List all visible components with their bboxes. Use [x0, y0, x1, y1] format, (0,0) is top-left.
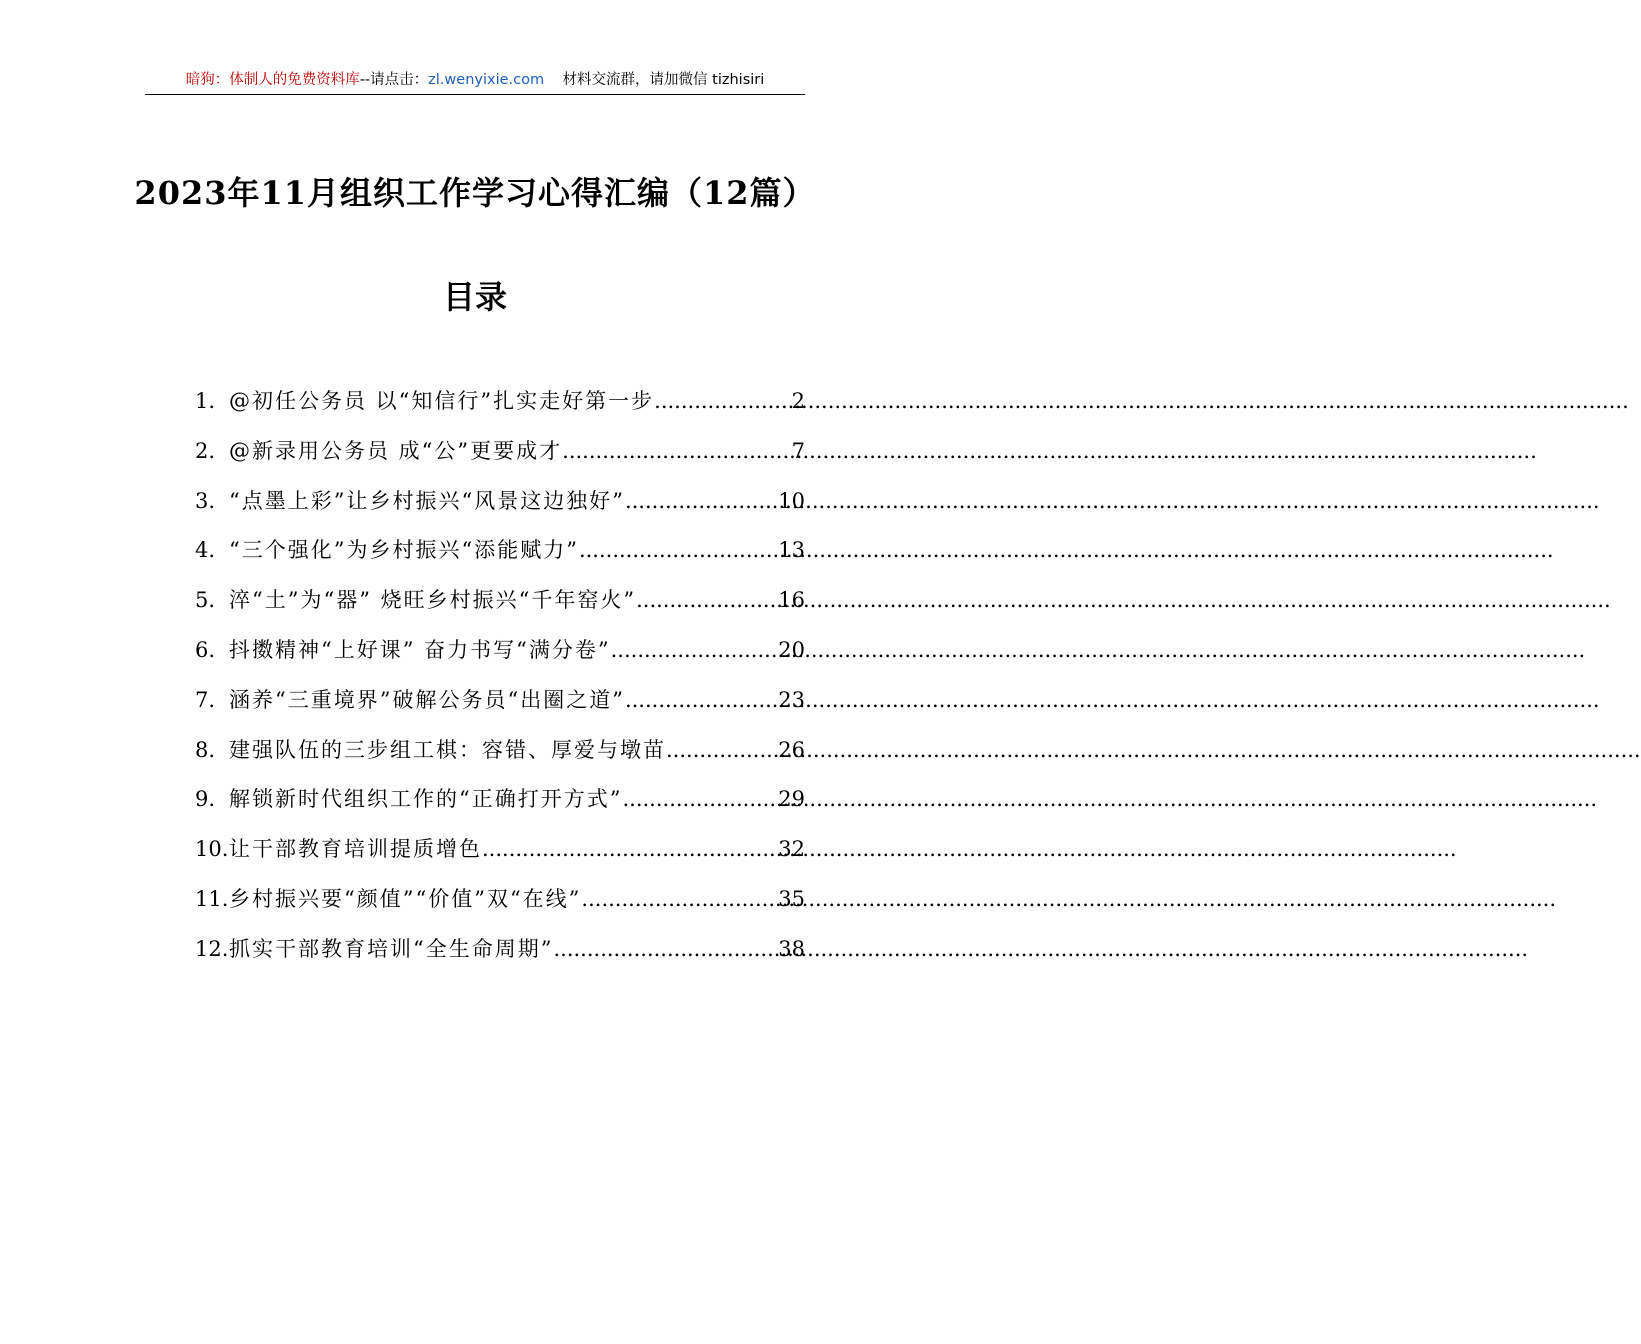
toc-entry-number: 4.: [195, 538, 216, 563]
toc-entry-number: 6.: [195, 637, 216, 662]
toc-heading: 目录: [442, 278, 507, 316]
toc-entry-page-number: 2: [791, 389, 805, 413]
toc-entry-title: 淬“土”为“器” 烧旺乡村振兴“千年窑火”: [229, 588, 637, 613]
toc-entry-leader-dots: [579, 529, 778, 571]
toc-entry-number: 1.: [195, 389, 216, 413]
toc-entry[interactable]: [195, 778, 805, 828]
toc-entry-title: 乡村振兴要“颜值”“价值”双“在线”: [229, 886, 582, 911]
toc-entry-title: 解锁新时代组织工作的“正确打开方式”: [229, 787, 623, 812]
toc-entry-title: @初任公务员 以“知信行”扎实走好第一步: [229, 389, 655, 413]
toc-entry-page-number: 32: [778, 837, 805, 862]
toc-entry[interactable]: [195, 729, 805, 779]
toc-entry-leader-dots: [654, 380, 791, 422]
toc-entry-number: 5.: [195, 588, 216, 613]
toc-entry-leader-dots: [611, 629, 779, 671]
toc-entry-title: 抓实干部教育培训“全生命周期”: [229, 936, 554, 961]
toc-entry-page-number: 13: [778, 538, 805, 563]
toc-entry-leader-dots: [666, 729, 778, 771]
toc-entry-page-number: 10: [778, 488, 805, 513]
toc-entry-page-number: 26: [778, 737, 805, 762]
toc-entry-leader-dots: [625, 679, 778, 721]
toc-entry-number: 11.: [195, 886, 229, 911]
toc-entry-leader-dots: [553, 928, 778, 970]
toc-entry-leader-dots: [482, 828, 778, 870]
table-of-contents: [195, 380, 805, 978]
toc-entry-page-number: 29: [778, 787, 805, 812]
toc-entry-title: @新录用公务员 成“公”更要成才: [229, 438, 563, 463]
toc-entry-page-number: 20: [778, 637, 805, 662]
header-click-text: --请点击：: [359, 72, 429, 88]
toc-entry-title: 让干部教育培训提质增色: [229, 837, 482, 862]
toc-entry-title: “点墨上彩”让乡村振兴“风景这边独好”: [229, 488, 625, 513]
toc-entry-number: 7.: [195, 687, 216, 712]
toc-entry-leader-dots: [622, 778, 778, 820]
toc-entry-number: 9.: [195, 787, 216, 812]
document-title: 2023年11月组织工作学习心得汇编（12篇）: [134, 174, 816, 212]
page-header: [145, 66, 805, 95]
toc-entry[interactable]: [195, 828, 805, 878]
toc-entry[interactable]: [195, 629, 805, 679]
toc-entry-leader-dots: [562, 430, 791, 472]
toc-entry[interactable]: [195, 480, 805, 530]
toc-entry[interactable]: [195, 878, 805, 928]
toc-entry[interactable]: [195, 529, 805, 579]
toc-entry-leader-dots: [581, 878, 778, 920]
header-link[interactable]: zl.wenyixie.com: [428, 72, 545, 88]
toc-entry[interactable]: [195, 579, 805, 629]
toc-entry-page-number: 23: [778, 687, 805, 712]
header-wechat-text: 材料交流群，请加微信 tizhisiri: [562, 72, 765, 88]
toc-entry-number: 3.: [195, 488, 216, 513]
toc-entry[interactable]: [195, 928, 805, 978]
toc-entry-title: 抖擞精神“上好课” 奋力书写“满分卷”: [229, 637, 611, 662]
toc-entry-title: 涵养“三重境界”破解公务员“出圈之道”: [229, 687, 625, 712]
toc-entry-number: 10.: [195, 837, 229, 862]
toc-entry-page-number: 16: [778, 588, 805, 613]
toc-entry-number: 8.: [195, 737, 216, 762]
toc-entry-page-number: 35: [778, 886, 805, 911]
toc-entry-title: 建强队伍的三步组工棋：容错、厚爱与墩苗: [229, 737, 666, 762]
toc-entry-page-number: 7: [791, 438, 805, 463]
toc-entry-leader-dots: [625, 480, 778, 522]
toc-entry[interactable]: [195, 430, 805, 480]
header-library-text: 暗狗：体制人的免费资料库: [185, 72, 360, 88]
toc-entry-number: 12.: [195, 936, 229, 961]
toc-entry-number: 2.: [195, 438, 216, 463]
toc-entry-page-number: 38: [778, 936, 805, 961]
toc-entry[interactable]: [195, 679, 805, 729]
toc-entry[interactable]: [195, 380, 805, 430]
toc-entry-leader-dots: [636, 579, 778, 621]
toc-entry-title: “三个强化”为乡村振兴“添能赋力”: [229, 538, 579, 563]
